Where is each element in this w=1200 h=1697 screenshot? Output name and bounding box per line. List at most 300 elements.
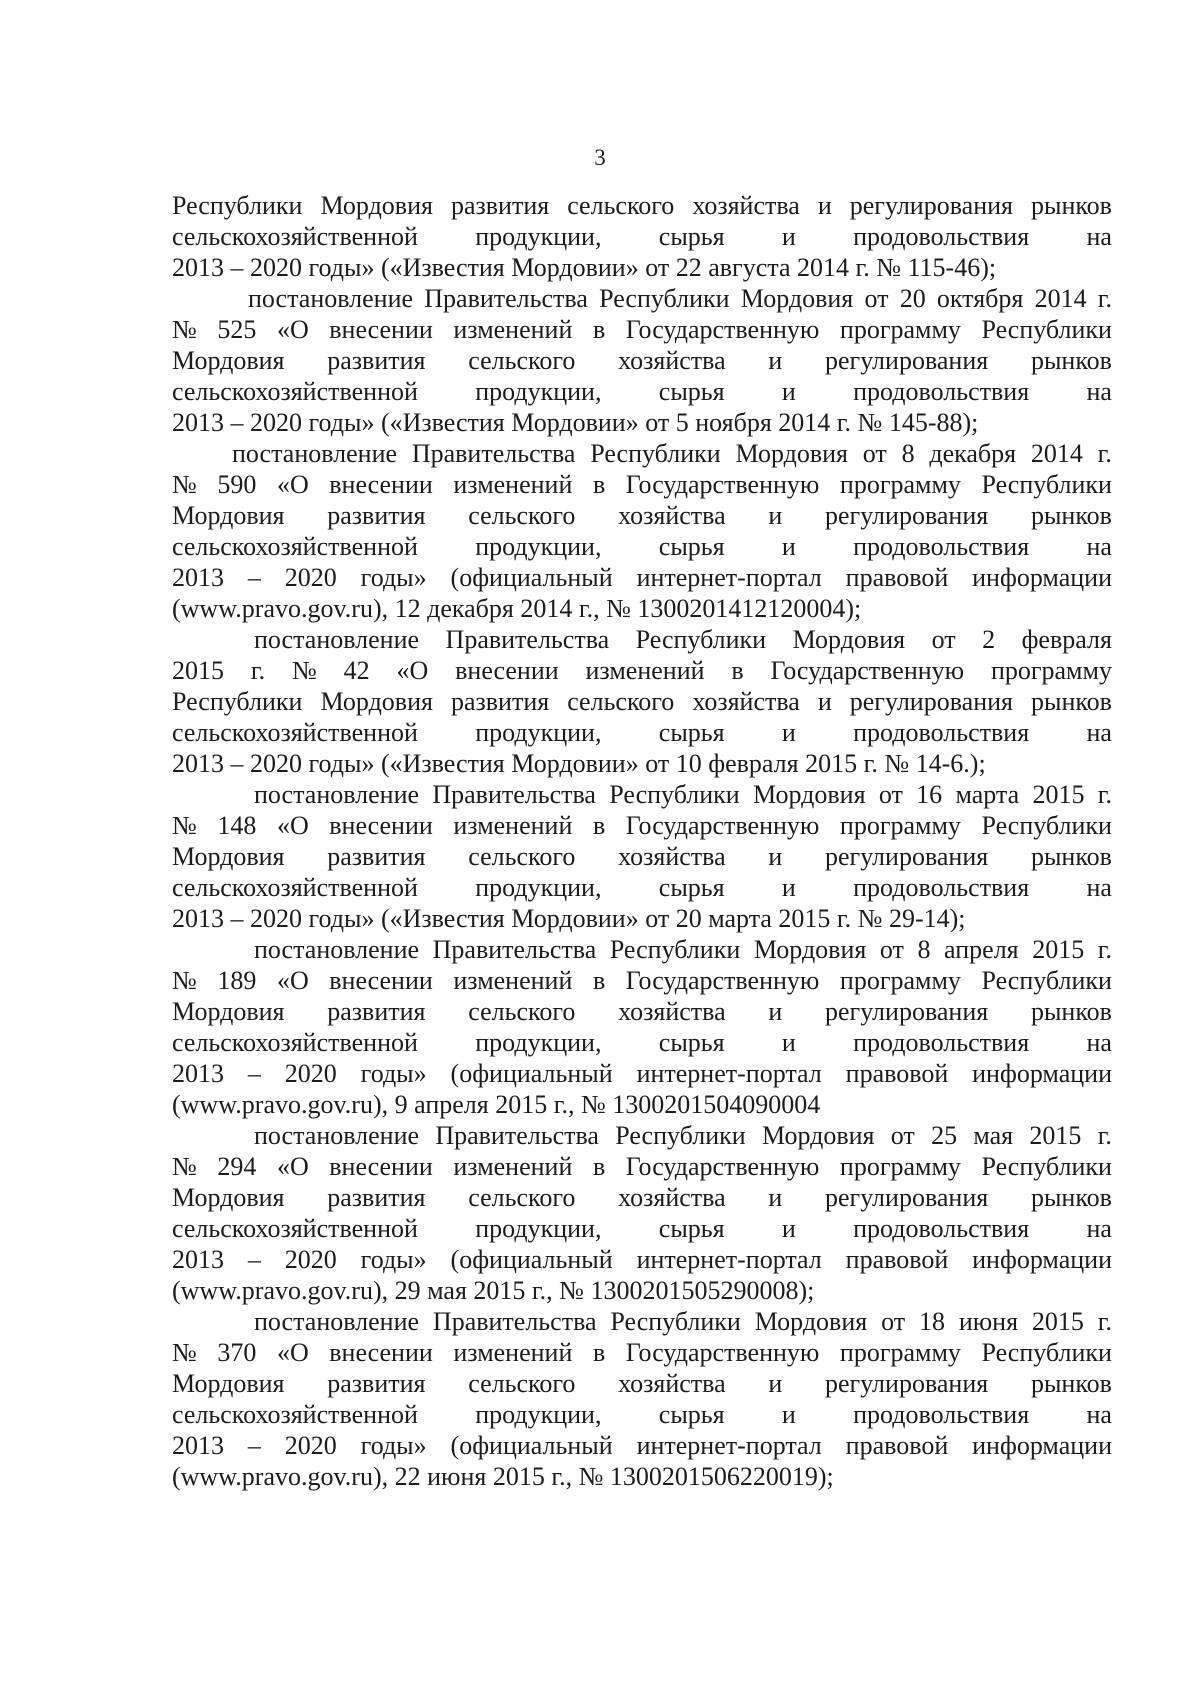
word: интернет-портал [636, 1245, 822, 1274]
word: Республики [590, 439, 721, 468]
word: информации [972, 563, 1112, 592]
word: постановление [232, 439, 398, 468]
word: апреля [944, 935, 1019, 964]
word: рынков [1030, 687, 1112, 716]
line-text: 2013 – 2020 годы» («Известия Мордовии» от 22 августа 2014 г. № 115-46); [172, 253, 997, 282]
word: февраля [1021, 625, 1112, 654]
word: развития [450, 687, 550, 716]
word: на [1086, 377, 1112, 406]
word: сырья [658, 873, 725, 902]
word: сельскохозяйственной [172, 1028, 418, 1057]
word: Республики [172, 191, 303, 220]
word: на [1086, 222, 1112, 251]
line-text: 2013 – 2020 годы» («Известия Мордовии» от 5 ноября 2014 г. № 145-88); [172, 408, 979, 437]
word: постановление [248, 284, 414, 313]
word: и [768, 997, 783, 1026]
text-line [172, 1213, 1112, 1244]
word: Республики [981, 315, 1112, 344]
word: «О [276, 1338, 309, 1367]
text-line [172, 1120, 1112, 1151]
word: сельскохозяйственной [172, 718, 418, 747]
page-number: 3 [594, 145, 606, 170]
word: «О [276, 315, 309, 344]
word: внесении [329, 966, 433, 995]
word: хозяйства [692, 191, 800, 220]
word: 590 [217, 470, 257, 499]
word: Мордовия [740, 284, 854, 313]
word: в [592, 1338, 606, 1367]
word: в [592, 811, 606, 840]
word: регулирования [825, 842, 989, 871]
word: (официальный [450, 563, 613, 592]
word: 148 [217, 811, 257, 840]
word: внесении [329, 470, 433, 499]
word: и [768, 501, 783, 530]
word: внесении [329, 1152, 433, 1181]
word: декабря [929, 439, 1017, 468]
word: 2020 [284, 1245, 337, 1274]
word: Мордовия [172, 1369, 285, 1398]
word: 8 [901, 439, 915, 468]
word: продукции, [475, 1400, 602, 1429]
word: Республики [172, 687, 303, 716]
word: регулирования [849, 687, 1013, 716]
word: годы» [360, 1059, 427, 1088]
word: сельского [567, 687, 675, 716]
word: внесении [329, 315, 433, 344]
text-line [172, 438, 1112, 469]
word: сельскохозяйственной [172, 222, 418, 251]
word: хозяйства [618, 346, 726, 375]
word: «О [276, 811, 309, 840]
word: годы» [360, 1431, 427, 1460]
word: Государственную [625, 1152, 820, 1181]
word: Республики [609, 780, 740, 809]
word: 2013 [172, 1431, 224, 1460]
word: Мордовия [172, 997, 285, 1026]
word: Мордовия [320, 687, 433, 716]
word: изменений [453, 966, 573, 995]
word: от [931, 625, 956, 654]
text-line [172, 655, 1112, 686]
word: 2 [982, 625, 996, 654]
word: 18 [918, 1307, 945, 1336]
word: рынков [1030, 997, 1112, 1026]
text-line [172, 1244, 1112, 1275]
word: правовой [845, 563, 949, 592]
word: (официальный [450, 1059, 613, 1088]
word: «О [396, 656, 429, 685]
word: Республики [615, 1121, 746, 1150]
word: внесении [329, 811, 433, 840]
word: г. [250, 656, 266, 685]
word: постановление [254, 625, 420, 654]
word: рынков [1030, 346, 1112, 375]
word: «О [276, 966, 309, 995]
word: развития [327, 842, 426, 871]
word: продукции, [475, 1028, 602, 1057]
word: программу [839, 470, 961, 499]
text-line [172, 562, 1112, 593]
word: изменений [453, 470, 573, 499]
text-line [172, 221, 1112, 252]
text-line [172, 593, 1112, 624]
word: изменений [453, 1152, 573, 1181]
word: развития [450, 191, 550, 220]
word: на [1086, 873, 1112, 902]
text-line [172, 376, 1112, 407]
word: 2015 [172, 656, 224, 685]
word: г. [1097, 780, 1112, 809]
word: Мордовия [735, 439, 848, 468]
word: № [172, 315, 197, 344]
word: на [1086, 718, 1112, 747]
word: продовольствия [853, 718, 1030, 747]
word: продукции, [475, 377, 602, 406]
word: г. [1097, 1307, 1112, 1336]
word: программу [839, 1338, 961, 1367]
word: Мордовия [172, 1183, 285, 1212]
word: внесении [455, 656, 559, 685]
word: сырья [658, 1400, 725, 1429]
word: информации [972, 1431, 1112, 1460]
word: постановление [254, 935, 420, 964]
word: Государственную [770, 656, 965, 685]
word: 2013 [172, 1245, 224, 1274]
word: регулирования [825, 1369, 989, 1398]
word: сырья [658, 222, 725, 251]
text-line [172, 1275, 1112, 1306]
word: интернет-портал [636, 563, 822, 592]
word: 25 [931, 1121, 958, 1150]
word: и [768, 346, 783, 375]
word: – [247, 1245, 261, 1274]
word: развития [327, 1183, 426, 1212]
word: и [781, 532, 796, 561]
text-line [172, 1182, 1112, 1213]
word: от [864, 284, 889, 313]
word: в [592, 966, 606, 995]
word: № [172, 1338, 197, 1367]
word: Республики [981, 1152, 1112, 1181]
line-text: 2013 – 2020 годы» («Известия Мордовии» от 10 февраля 2015 г. № 14-6.); [172, 749, 986, 778]
text-line [172, 1399, 1112, 1430]
text-line [172, 779, 1112, 810]
word: Государственную [625, 470, 820, 499]
word: Государственную [625, 1338, 820, 1367]
word: сырья [658, 718, 725, 747]
word: Мордовия [761, 1121, 875, 1150]
line-text: (www.pravo.gov.ru), 22 июня 2015 г., № 1300201506220019); [172, 1462, 834, 1491]
word: г. [1097, 935, 1112, 964]
word: 370 [217, 1338, 257, 1367]
word: «О [276, 470, 309, 499]
word: программу [839, 811, 961, 840]
word: Республики [599, 284, 730, 313]
word: и [781, 1400, 796, 1429]
word: программу [839, 315, 961, 344]
word: хозяйства [618, 501, 726, 530]
text-line [172, 686, 1112, 717]
word: № [172, 1152, 197, 1181]
word: постановление [254, 1307, 420, 1336]
word: и [781, 377, 796, 406]
word: сырья [658, 1028, 725, 1057]
word: постановление [254, 1121, 420, 1150]
word: программу [839, 1152, 961, 1181]
word: 20 [899, 284, 926, 313]
word: 2020 [284, 1431, 337, 1460]
word: продовольствия [853, 873, 1030, 902]
word: годы» [360, 563, 427, 592]
word: годы» [360, 1245, 427, 1274]
word: регулирования [825, 997, 989, 1026]
word: Республики [635, 625, 767, 654]
line-text: 2013 – 2020 годы» («Известия Мордовии» от 20 марта 2015 г. № 29-14); [172, 904, 966, 933]
word: Правительства [432, 935, 597, 964]
word: продовольствия [853, 222, 1030, 251]
word: хозяйства [618, 997, 726, 1026]
word: Правительства [432, 780, 596, 809]
word: рынков [1030, 842, 1112, 871]
word: сельского [468, 997, 576, 1026]
text-line [172, 1151, 1112, 1182]
word: и [768, 1369, 783, 1398]
word: хозяйства [618, 1183, 726, 1212]
word: в [592, 315, 606, 344]
word: от [862, 439, 887, 468]
word: изменений [453, 315, 573, 344]
word: и [781, 1028, 796, 1057]
line-text: (www.pravo.gov.ru), 9 апреля 2015 г., № 1300201504090004 [172, 1090, 821, 1119]
word: в [592, 470, 606, 499]
word: мая [973, 1121, 1014, 1150]
word: г. [1097, 1121, 1112, 1150]
text-line [172, 965, 1112, 996]
text-line [172, 407, 1112, 438]
text-line [172, 996, 1112, 1027]
word: сельского [468, 346, 576, 375]
word: Мордовия [753, 780, 866, 809]
word: Правительства [424, 284, 588, 313]
word: от [879, 935, 904, 964]
word: (официальный [450, 1431, 613, 1460]
word: и [781, 873, 796, 902]
text-line [172, 624, 1112, 655]
word: Мордовия [172, 501, 285, 530]
word: Республики [610, 1307, 741, 1336]
word: от [890, 1121, 915, 1150]
word: Республики [981, 811, 1112, 840]
word: сельскохозяйственной [172, 1214, 418, 1243]
word: сырья [658, 1214, 725, 1243]
word: развития [327, 346, 426, 375]
word: Государственную [625, 315, 820, 344]
word: 2015 [1029, 1121, 1082, 1150]
word: 2015 [1032, 780, 1085, 809]
word: и [817, 191, 832, 220]
text-line [172, 531, 1112, 562]
word: – [247, 1059, 261, 1088]
text-line [172, 500, 1112, 531]
word: хозяйства [618, 1369, 726, 1398]
word: 2014 [1034, 284, 1087, 313]
word: продукции, [475, 718, 602, 747]
text-line [172, 252, 1112, 283]
word: № [172, 811, 197, 840]
word: Республики [981, 1338, 1112, 1367]
word: продукции, [475, 1214, 602, 1243]
word: сырья [658, 377, 725, 406]
word: продукции, [475, 532, 602, 561]
word: регулирования [849, 191, 1013, 220]
word: внесении [329, 1338, 433, 1367]
word: интернет-портал [636, 1431, 822, 1460]
word: и [781, 718, 796, 747]
word: рынков [1030, 191, 1112, 220]
word: Мордовия [320, 191, 433, 220]
word: интернет-портал [636, 1059, 822, 1088]
word: Правительства [411, 439, 576, 468]
word: рынков [1030, 1183, 1112, 1212]
word: сельского [468, 1369, 576, 1398]
word: Мордовия [754, 1307, 868, 1336]
word: 2020 [284, 563, 337, 592]
word: продовольствия [853, 1028, 1030, 1057]
word: Мордовия [172, 346, 285, 375]
word: Государственную [625, 811, 820, 840]
word: в [731, 656, 744, 685]
word: и [781, 1214, 796, 1243]
word: Правительства [445, 625, 610, 654]
word: хозяйства [692, 687, 800, 716]
word: правовой [845, 1059, 949, 1088]
word: – [247, 563, 261, 592]
text-line [172, 1306, 1112, 1337]
word: 525 [217, 315, 257, 344]
word: Республики [981, 470, 1112, 499]
word: № [172, 966, 197, 995]
text-line [172, 1368, 1112, 1399]
word: сельского [468, 842, 576, 871]
word: 294 [217, 1152, 257, 1181]
text-line [172, 841, 1112, 872]
word: правовой [845, 1245, 949, 1274]
word: продукции, [475, 873, 602, 902]
word: и [781, 222, 796, 251]
word: развития [327, 997, 426, 1026]
word: г. [1097, 439, 1112, 468]
text-line [172, 1089, 1112, 1120]
word: изменений [453, 811, 573, 840]
word: 2015 [1031, 1307, 1084, 1336]
text-line [172, 345, 1112, 376]
word: сырья [658, 532, 725, 561]
text-line [172, 283, 1112, 314]
word: на [1086, 1400, 1112, 1429]
word: Республики [609, 935, 741, 964]
text-line [172, 810, 1112, 841]
word: июня [958, 1307, 1019, 1336]
word: сельскохозяйственной [172, 873, 418, 902]
word: продукции, [475, 222, 602, 251]
word: Правительства [435, 1121, 599, 1150]
word: рынков [1030, 1369, 1112, 1398]
word: продовольствия [853, 532, 1030, 561]
word: регулирования [825, 346, 989, 375]
word: 2013 [172, 1059, 224, 1088]
word: 2014 [1030, 439, 1083, 468]
word: от [878, 780, 903, 809]
line-text: (www.pravo.gov.ru), 29 мая 2015 г., № 1300201505290008); [172, 1276, 815, 1305]
word: – [247, 1431, 261, 1460]
text-line [172, 1337, 1112, 1368]
word: октября [936, 284, 1024, 313]
word: Мордовия [753, 935, 867, 964]
word: № [291, 656, 317, 685]
text-line [172, 1027, 1112, 1058]
word: продовольствия [853, 377, 1030, 406]
word: сельского [468, 1183, 576, 1212]
word: программу [990, 656, 1112, 685]
word: на [1086, 1214, 1112, 1243]
word: сельского [468, 501, 576, 530]
word: постановление [254, 780, 420, 809]
word: продовольствия [853, 1214, 1030, 1243]
word: Правительства [432, 1307, 597, 1336]
text-line [172, 872, 1112, 903]
word: в [592, 1152, 606, 1181]
word: регулирования [825, 501, 989, 530]
text-line [172, 1058, 1112, 1089]
word: информации [972, 1059, 1112, 1088]
word: 2015 [1032, 935, 1085, 964]
word: г. [1097, 284, 1112, 313]
text-line [172, 314, 1112, 345]
word: продовольствия [853, 1400, 1030, 1429]
word: рынков [1030, 501, 1112, 530]
word: и [817, 687, 832, 716]
word: сельскохозяйственной [172, 1400, 418, 1429]
word: на [1086, 532, 1112, 561]
text-line [172, 934, 1112, 965]
word: хозяйства [618, 842, 726, 871]
word: (официальный [450, 1245, 613, 1274]
word: № [172, 470, 197, 499]
word: и [768, 1183, 783, 1212]
word: 2020 [284, 1059, 337, 1088]
word: регулирования [825, 1183, 989, 1212]
text-line [172, 717, 1112, 748]
word: от [881, 1307, 906, 1336]
word: сельскохозяйственной [172, 532, 418, 561]
word: 2013 [172, 563, 224, 592]
text-line [172, 1430, 1112, 1461]
word: 42 [343, 656, 370, 685]
word: 8 [917, 935, 931, 964]
text-line [172, 190, 1112, 221]
word: 16 [916, 780, 943, 809]
word: Республики [981, 966, 1112, 995]
word: Мордовия [172, 842, 285, 871]
document-body [172, 190, 1112, 1492]
text-line [172, 748, 1112, 779]
word: информации [972, 1245, 1112, 1274]
text-line [172, 469, 1112, 500]
word: программу [839, 966, 961, 995]
word: изменений [585, 656, 705, 685]
line-text: (www.pravo.gov.ru), 12 декабря 2014 г., № 1300201412120004); [172, 594, 862, 623]
